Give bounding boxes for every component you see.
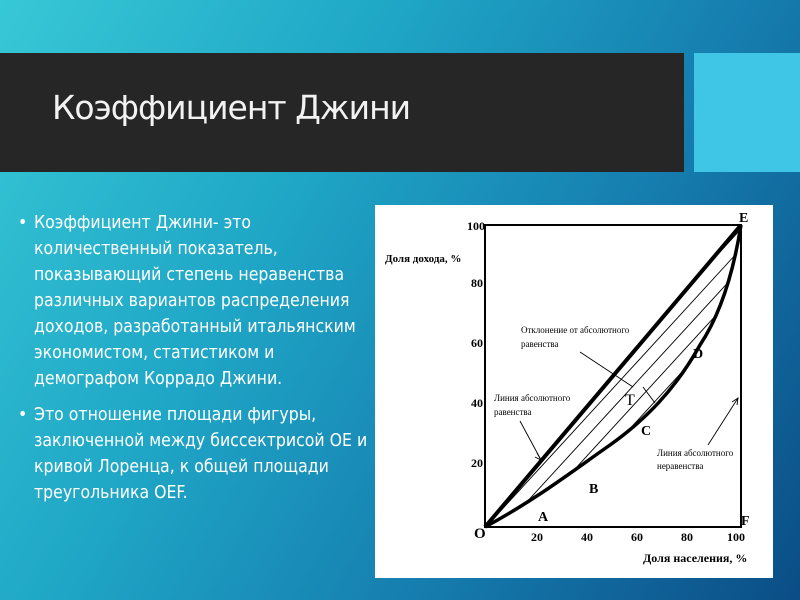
x-tick: 20 bbox=[531, 530, 543, 544]
y-tick: 20 bbox=[471, 456, 483, 470]
equality-line bbox=[485, 225, 741, 527]
y-tick: 60 bbox=[471, 336, 483, 350]
inequality-annotation-line1: Линия абсолютного bbox=[657, 448, 734, 458]
x-tick: 80 bbox=[681, 530, 693, 544]
bullet-icon: • bbox=[18, 213, 28, 233]
bullet-text: Коэффициент Джини- это количественный показатель, показывающий степень неравенства различных вариантов распределения доходов, разработанный итальянским экономистом, статистиком и демографом Коррадо Джини. bbox=[34, 213, 356, 389]
bullet-text: Это отношение площади фигуры, заключенной между биссектрисой OE и кривой Лоренца, к общей площади треугольника OEF. bbox=[34, 405, 368, 503]
point-t-label: T bbox=[625, 392, 635, 409]
inequality-annotation-line2: неравенства bbox=[657, 461, 704, 471]
equality-annotation-line2: равенства bbox=[494, 407, 532, 417]
point-b-label: B bbox=[589, 482, 599, 497]
deviation-annotation-line2: равенства bbox=[521, 339, 559, 349]
inequality-arrowhead bbox=[732, 398, 738, 405]
equality-annotation-line1: Линия абсолютного bbox=[494, 393, 571, 403]
x-axis-label: Доля населения, % bbox=[643, 551, 748, 565]
y-axis-label: Доля дохода, % bbox=[385, 253, 462, 265]
point-a-label: A bbox=[538, 510, 549, 525]
x-tick: 60 bbox=[631, 530, 643, 544]
lorenz-diagram bbox=[375, 205, 773, 578]
y-tick: 100 bbox=[467, 219, 485, 233]
slide-title: Коэффициент Джини bbox=[52, 88, 411, 127]
lorenz-figure bbox=[375, 205, 773, 578]
x-tick: 100 bbox=[727, 530, 745, 544]
inequality-arrow bbox=[708, 398, 738, 445]
y-tick: 40 bbox=[471, 396, 483, 410]
deviation-annotation-line1: Отклонение от абсолютного bbox=[521, 325, 630, 335]
bullet-item bbox=[18, 210, 370, 392]
point-e-label: E bbox=[739, 211, 749, 226]
x-tick: 40 bbox=[581, 530, 593, 544]
bullet-item bbox=[18, 402, 370, 506]
bullet-list bbox=[18, 210, 370, 516]
point-o-label: O bbox=[474, 526, 486, 542]
equality-arrowhead bbox=[535, 453, 541, 460]
point-f-label: F bbox=[741, 514, 750, 529]
bullet-icon: • bbox=[18, 405, 28, 425]
y-tick: 80 bbox=[471, 276, 483, 290]
deviation-arrow-tail bbox=[643, 387, 655, 403]
point-d-label: D bbox=[693, 347, 704, 362]
accent-square bbox=[694, 53, 800, 172]
point-c-label: C bbox=[641, 424, 652, 439]
